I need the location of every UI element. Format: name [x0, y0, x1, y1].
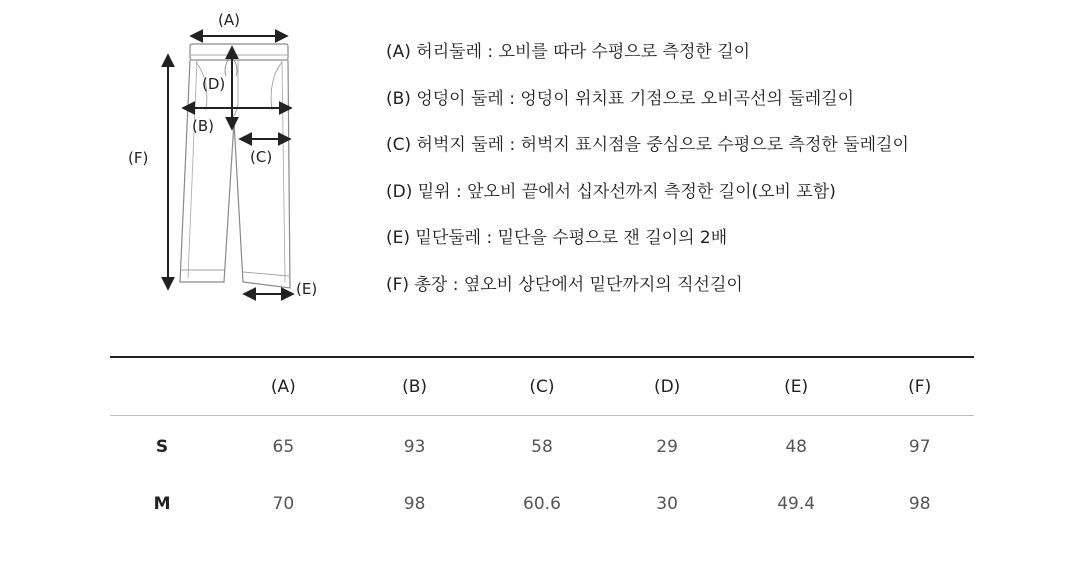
measurement-definitions — [386, 38, 909, 317]
definition-item: (B) 엉덩이 둘레 : 엉덩이 위치표 기점으로 오비곡선의 둘레길이 — [386, 88, 855, 109]
table-cell: 93 — [403, 436, 426, 457]
definition-item: (C) 허벅지 둘레 : 허벅지 표시점을 중심으로 수평으로 측정한 둘레길이 — [386, 135, 909, 155]
column-header: (E) — [784, 376, 809, 397]
definition-item: (A) 허리둘레 : 오비를 따라 수평으로 측정한 길이 — [386, 42, 751, 62]
table-header-row — [110, 357, 974, 416]
label-e: (E) — [296, 280, 318, 298]
definition-item: (F) 총장 : 옆오비 상단에서 밑단까지의 직선길이 — [386, 274, 743, 295]
label-a: (A) — [218, 11, 240, 29]
table-cell: 65 — [272, 436, 295, 457]
table-cell: 49.4 — [777, 493, 816, 514]
column-header: (A) — [270, 376, 296, 397]
table-row — [110, 416, 974, 476]
table-cell: 48 — [785, 436, 807, 457]
table-cell: 98 — [403, 493, 426, 514]
label-c: (C) — [250, 148, 273, 166]
column-header: (D) — [653, 376, 681, 397]
measurement-arrows — [168, 36, 292, 294]
column-header: (F) — [908, 376, 932, 397]
table-cell: 97 — [908, 436, 931, 457]
definition-item: (E) 밑단둘레 : 밑단을 수평으로 잰 길이의 2배 — [386, 228, 728, 248]
table-cell: 30 — [656, 493, 678, 514]
pants-measurement-diagram — [0, 0, 360, 320]
table-cell: 58 — [531, 436, 553, 457]
column-header: (C) — [529, 376, 555, 397]
column-header: (B) — [402, 376, 428, 397]
label-b: (B) — [192, 117, 214, 135]
size-label: M — [153, 493, 171, 514]
table-cell: 29 — [656, 436, 678, 457]
label-f: (F) — [128, 149, 149, 167]
table-cell: 60.6 — [523, 493, 561, 514]
column-header — [110, 357, 214, 416]
label-d: (D) — [202, 75, 226, 93]
pants-outline — [180, 44, 290, 288]
definition-item: (D) 밑위 : 앞오비 끝에서 십자선까지 측정한 길이(오비 포함) — [386, 181, 836, 202]
size-label: S — [155, 436, 169, 457]
table-row — [110, 475, 974, 532]
size-table — [110, 356, 974, 532]
table-cell: 98 — [908, 493, 931, 514]
table-cell: 70 — [272, 493, 295, 514]
